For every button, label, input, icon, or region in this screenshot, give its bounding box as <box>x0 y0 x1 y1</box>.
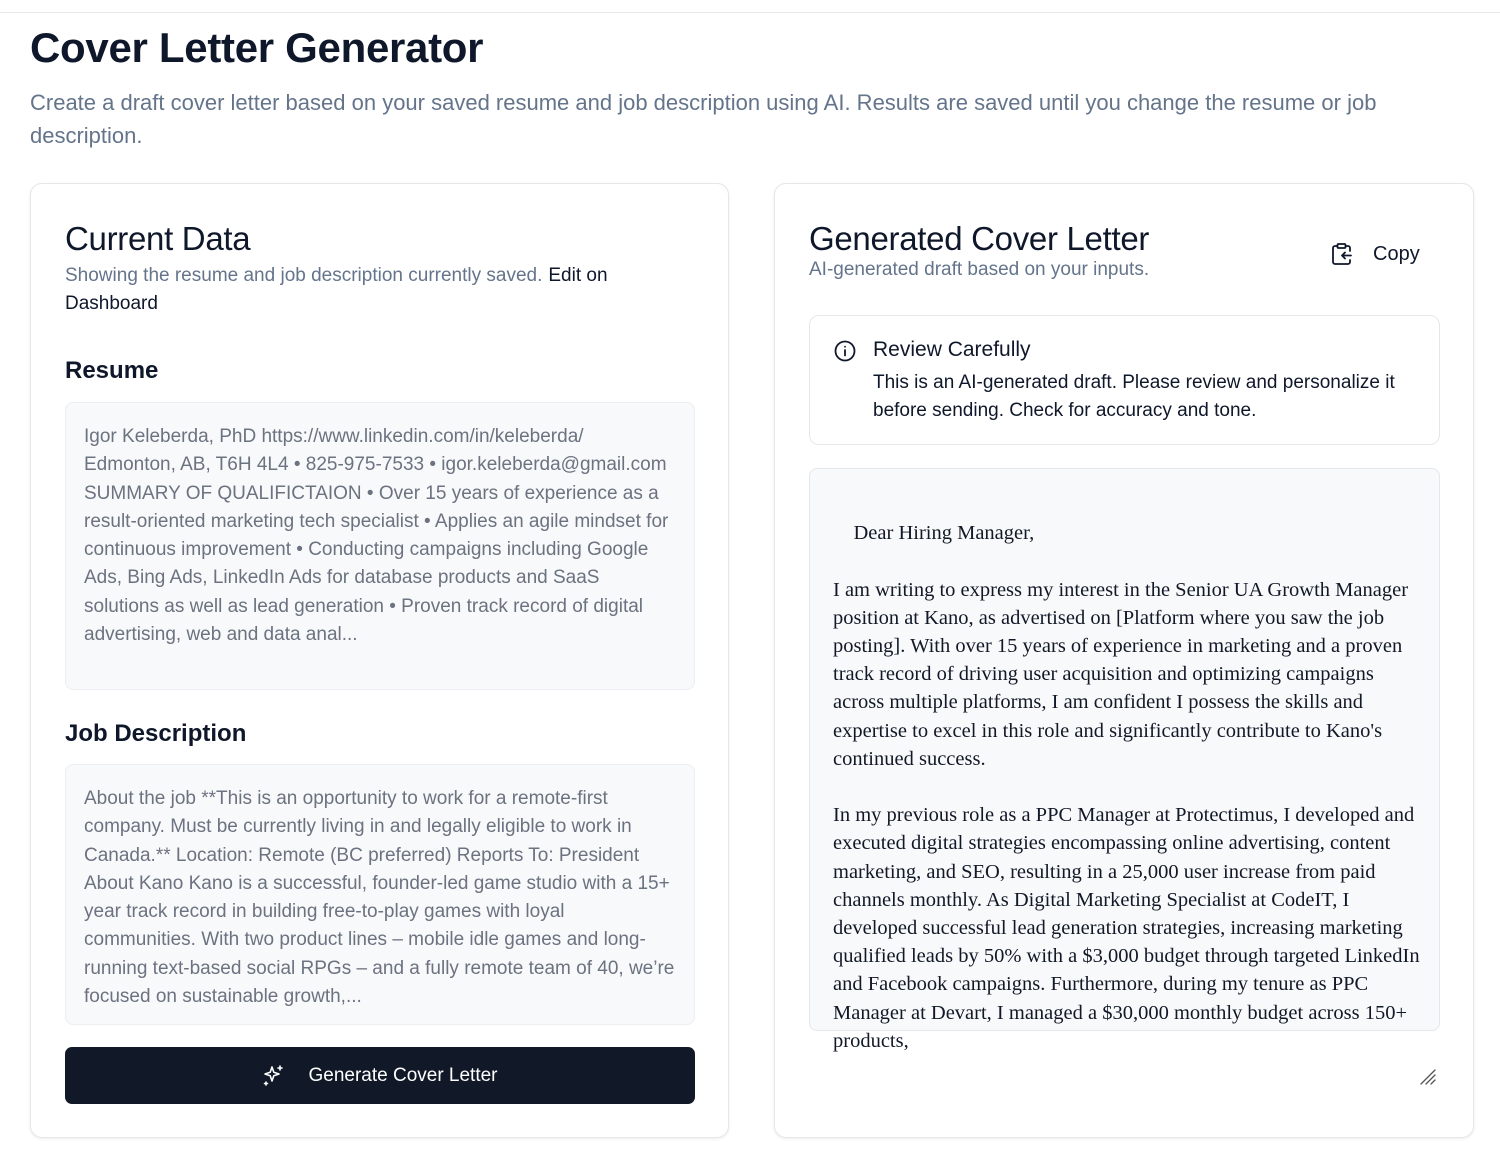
edit-on-dashboard-link[interactable]: Edit on Dashboard <box>65 265 608 314</box>
resume-label: Resume <box>65 357 159 384</box>
top-divider <box>0 12 1500 13</box>
review-alert-text: This is an AI-generated draft. Please review and personalize it before sending. Check for accuracy and tone. <box>873 372 1395 421</box>
review-alert <box>809 315 1440 445</box>
generated-letter-title: Generated Cover Letter <box>809 220 1150 257</box>
current-data-title: Current Data <box>65 220 251 257</box>
copy-button[interactable] <box>1331 236 1420 272</box>
cover-letter-text: Dear Hiring Manager, I am writing to express my interest in the Senior UA Growth Manager position at Kano, as advertised on [Platform where you saw the job posting]. With over 15 years of experience in marketing and a proven track record of driving user acquisition and optimizing campaigns across multiple platforms, I am confident I possess the skills and expertise to excel in this role and significantly contribute to Kano's continued success. In my previous role as a PPC Manager at Protectimus, I developed and executed digital strategies encompassing online advertising, content marketing, and SEO, resulting in a 25,000 user increase from paid channels monthly. As Digital Marketing Specialist at CodeIT, I developed successful lead generation strategies, increasing marketing qualified leads by 50% with a $3,000 budget through targeted LinkedIn and Facebook campaigns. Furthermore, during my tenure as PPC Manager at Devart, I managed a $30,000 monthly budget across 150+ products, <box>833 522 1420 1052</box>
sparkles-icon <box>262 1064 286 1088</box>
job-description-preview: About the job **This is an opportunity to work for a remote-first company. Must be currently living in and legally eligible to work in Canada.** Location: Remote (BC preferred) Reports To: President About Kano Kano is a successful, founder-led game studio with a 15+ year track record in building free-to-play games with loyal communities. With two product lines – mobile idle games and long-running text-based social RPGs – and a fully remote team of 40, we’re focused on sustainable growth,... <box>65 764 695 1025</box>
info-icon <box>834 340 856 362</box>
current-data-card <box>30 183 729 1138</box>
generate-cover-letter-button[interactable] <box>65 1047 695 1104</box>
resize-handle-icon[interactable] <box>1418 1009 1436 1027</box>
current-data-description <box>65 262 685 318</box>
page-subtitle: Create a draft cover letter based on your saved resume and job description using AI. Results are saved until you change the resume or job description. <box>30 90 1377 148</box>
review-alert-title: Review Carefully <box>873 338 1031 361</box>
job-description-label: Job Description <box>65 720 247 747</box>
current-data-description-text: Showing the resume and job description currently saved. <box>65 265 543 286</box>
generated-letter-description: AI-generated draft based on your inputs. <box>809 259 1150 280</box>
generated-letter-card <box>774 183 1474 1138</box>
generate-cover-letter-label: Generate Cover Letter <box>308 1064 498 1086</box>
resume-preview: Igor Keleberda, PhD https://www.linkedin.com/in/keleberda/ Edmonton, AB, T6H 4L4 • 825-975-7533 • igor.keleberda@gmail.com SUMMARY OF QUALIFICTAION • Over 15 years of experience as a result-oriented marketing tech specialist • Applies an agile mindset for continuous improvement • Conducting campaigns including Google Ads, Bing Ads, LinkedIn Ads for database products and SaaS solutions as well as lead generation • Proven track record of digital advertising, web and data anal... <box>65 402 695 690</box>
copy-button-label: Copy <box>1373 242 1420 265</box>
cover-letter-textarea[interactable] <box>809 468 1440 1052</box>
page-title: Cover Letter Generator <box>30 24 484 71</box>
clipboard-copy-icon <box>1331 242 1353 266</box>
